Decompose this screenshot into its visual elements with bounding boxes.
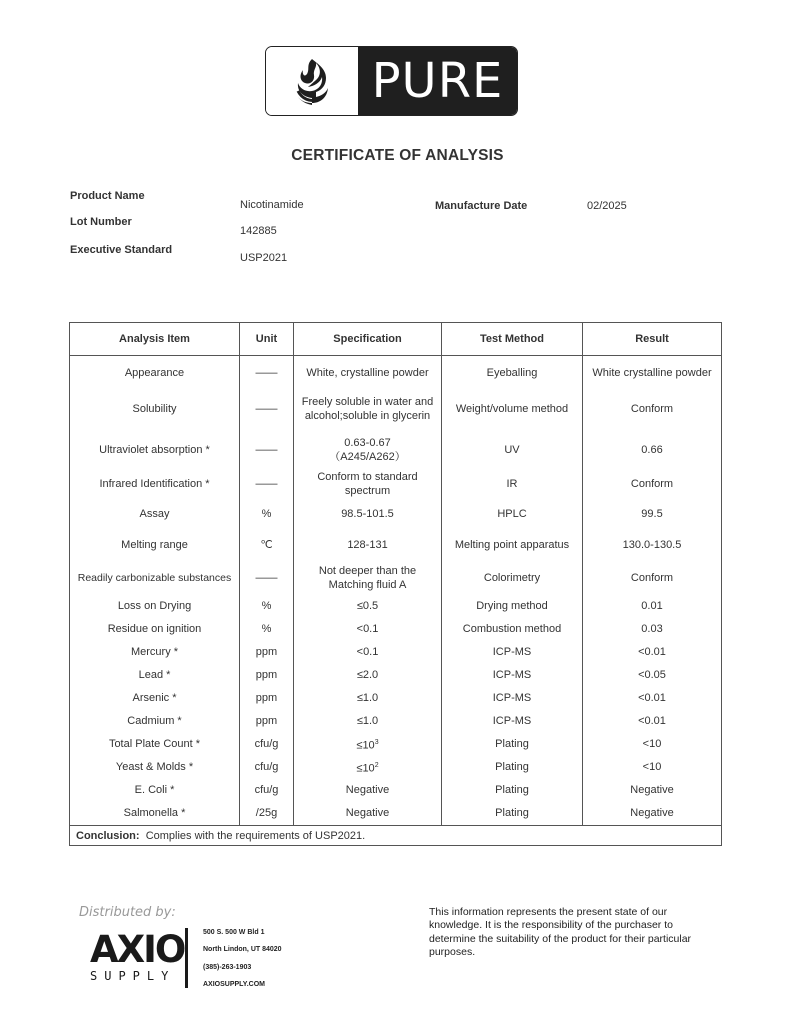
row-unit: % <box>240 500 294 528</box>
row-spec: White, crystalline powder <box>294 356 442 386</box>
row-result: Conform <box>583 562 722 594</box>
spec-wavelengths: （A245/A262） <box>329 450 406 463</box>
table-header-row <box>70 323 722 356</box>
row-method: HPLC <box>442 500 583 528</box>
product-name-label: Product Name <box>70 190 145 202</box>
conclusion-row <box>70 826 722 846</box>
row-spec: ≤2.0 <box>294 664 442 687</box>
row-item: Cadmium * <box>70 710 240 733</box>
manufacture-date-label: Manufacture Date <box>435 200 528 212</box>
row-method: Melting point apparatus <box>442 528 583 562</box>
axio-supply-logo <box>90 928 185 983</box>
row-method: Drying method <box>442 594 583 618</box>
row-item: Yeast & Molds * <box>70 756 240 779</box>
table-row <box>70 756 722 779</box>
row-item: Loss on Drying <box>70 594 240 618</box>
row-unit: cfu/g <box>240 733 294 756</box>
row-spec: Not deeper than the Matching fluid A <box>294 562 442 594</box>
supply-wordmark: SUPPLY <box>90 969 176 983</box>
logo-divider <box>185 928 188 988</box>
row-spec: 98.5-101.5 <box>294 500 442 528</box>
row-unit: cfu/g <box>240 779 294 802</box>
row-spec: Conform to standard spectrum <box>294 468 442 500</box>
address-city: North Lindon, UT 84020 <box>203 946 282 953</box>
spec-range: 0.63-0.67 <box>344 436 391 449</box>
row-result: 0.03 <box>583 618 722 641</box>
manufacture-date-value: 02/2025 <box>587 200 627 212</box>
row-unit: % <box>240 594 294 618</box>
address-street: 500 S. 500 W Bld 1 <box>203 929 265 936</box>
table-row <box>70 802 722 826</box>
row-method: Colorimetry <box>442 562 583 594</box>
address-phone: (385)-263-1903 <box>203 964 252 971</box>
row-method: Plating <box>442 779 583 802</box>
row-item: Salmonella * <box>70 802 240 826</box>
table-row <box>70 432 722 468</box>
row-result: 0.01 <box>583 594 722 618</box>
header-specification: Specification <box>294 323 442 356</box>
row-method: Plating <box>442 733 583 756</box>
lot-number-label: Lot Number <box>70 216 132 228</box>
row-result: Conform <box>583 468 722 500</box>
row-item: Residue on ignition <box>70 618 240 641</box>
executive-standard-label: Executive Standard <box>70 244 173 256</box>
row-item: Ultraviolet absorption * <box>70 432 240 468</box>
row-spec: Negative <box>294 802 442 826</box>
row-result: <10 <box>583 733 722 756</box>
row-item: Solubility <box>70 386 240 432</box>
row-unit: % <box>240 618 294 641</box>
row-spec <box>294 733 442 756</box>
row-spec: <0.1 <box>294 618 442 641</box>
table-row <box>70 528 722 562</box>
row-item: Assay <box>70 500 240 528</box>
row-result: <0.01 <box>583 641 722 664</box>
spec-exponent: 2 <box>374 761 379 769</box>
spec-exponent: 3 <box>374 738 379 746</box>
row-method: ICP-MS <box>442 641 583 664</box>
row-result: Negative <box>583 779 722 802</box>
axio-wordmark: AXIO <box>90 928 185 971</box>
row-spec: <0.1 <box>294 641 442 664</box>
row-item: Arsenic * <box>70 687 240 710</box>
address-website: AXIOSUPPLY.COM <box>203 981 265 988</box>
table-row <box>70 710 722 733</box>
row-unit: cfu/g <box>240 756 294 779</box>
row-method: ICP-MS <box>442 687 583 710</box>
row-spec: ≤1.0 <box>294 710 442 733</box>
row-spec: ≤0.5 <box>294 594 442 618</box>
table-row <box>70 468 722 500</box>
row-unit: —— <box>240 468 294 500</box>
table-row <box>70 664 722 687</box>
row-unit: —— <box>240 386 294 432</box>
document-title: CERTIFICATE OF ANALYSIS <box>291 147 504 164</box>
row-unit: ppm <box>240 687 294 710</box>
row-unit: —— <box>240 432 294 468</box>
distributed-by-label: Distributed by: <box>79 905 176 920</box>
row-method: UV <box>442 432 583 468</box>
spec-limit: ≤10 <box>356 762 375 775</box>
table-row <box>70 618 722 641</box>
row-result: <0.05 <box>583 664 722 687</box>
lot-number-value: 142885 <box>240 225 277 237</box>
row-result: <0.01 <box>583 710 722 733</box>
row-method: Eyeballing <box>442 356 583 386</box>
spec-limit: ≤10 <box>356 739 375 752</box>
conclusion-label: Conclusion: <box>76 829 140 842</box>
table-row <box>70 500 722 528</box>
row-item: Mercury * <box>70 641 240 664</box>
logo-wordmark: PURE <box>358 47 517 115</box>
table-row <box>70 641 722 664</box>
leaf-flame-icon <box>266 47 358 115</box>
product-name-value: Nicotinamide <box>240 199 304 211</box>
table-row <box>70 356 722 386</box>
row-result: 99.5 <box>583 500 722 528</box>
row-method: Combustion method <box>442 618 583 641</box>
row-method: Plating <box>442 756 583 779</box>
row-spec <box>294 432 442 468</box>
row-result: 0.66 <box>583 432 722 468</box>
header-result: Result <box>583 323 722 356</box>
row-unit: —— <box>240 356 294 386</box>
row-unit: ppm <box>240 664 294 687</box>
table-row <box>70 386 722 432</box>
row-result: Conform <box>583 386 722 432</box>
header-analysis-item: Analysis Item <box>70 323 240 356</box>
row-result: <0.01 <box>583 687 722 710</box>
analysis-table <box>69 322 722 846</box>
row-unit: /25g <box>240 802 294 826</box>
table-row <box>70 562 722 594</box>
row-item: Melting range <box>70 528 240 562</box>
row-result: <10 <box>583 756 722 779</box>
row-method: ICP-MS <box>442 664 583 687</box>
row-result: Negative <box>583 802 722 826</box>
row-spec <box>294 756 442 779</box>
table-row <box>70 687 722 710</box>
row-unit: —— <box>240 562 294 594</box>
row-method: Plating <box>442 802 583 826</box>
row-spec: 128-131 <box>294 528 442 562</box>
conclusion-cell <box>70 826 722 846</box>
row-result: 130.0-130.5 <box>583 528 722 562</box>
row-spec: ≤1.0 <box>294 687 442 710</box>
pure-logo <box>265 46 518 116</box>
row-item: E. Coli * <box>70 779 240 802</box>
table-row <box>70 779 722 802</box>
row-spec: Freely soluble in water and alcohol;soluble in glycerin <box>294 386 442 432</box>
row-item: Infrared Identification * <box>70 468 240 500</box>
row-item: Lead * <box>70 664 240 687</box>
conclusion-text: Complies with the requirements of USP2021. <box>145 829 366 842</box>
row-item: Total Plate Count * <box>70 733 240 756</box>
row-method: ICP-MS <box>442 710 583 733</box>
header-test-method: Test Method <box>442 323 583 356</box>
header-unit: Unit <box>240 323 294 356</box>
row-method: Weight/volume method <box>442 386 583 432</box>
row-method: IR <box>442 468 583 500</box>
row-spec: Negative <box>294 779 442 802</box>
row-unit: ppm <box>240 641 294 664</box>
row-unit: ppm <box>240 710 294 733</box>
row-unit: ℃ <box>240 528 294 562</box>
row-item: Readily carbonizable substances <box>70 562 240 594</box>
table-row <box>70 594 722 618</box>
disclaimer-text: This information represents the present state of our knowledge. It is the responsibility of the purchaser to determine the suitability of the product for their particular purposes. <box>429 906 692 958</box>
row-result: White crystalline powder <box>583 356 722 386</box>
row-item: Appearance <box>70 356 240 386</box>
table-row <box>70 733 722 756</box>
executive-standard-value: USP2021 <box>240 252 288 264</box>
